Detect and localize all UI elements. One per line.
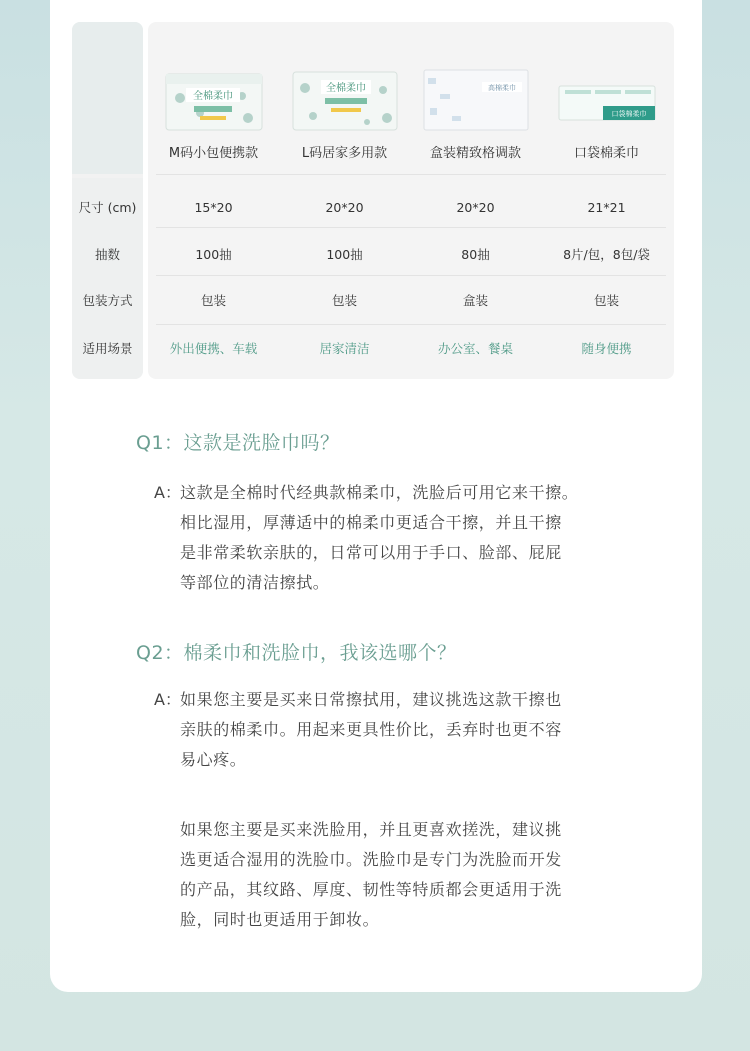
faq-answer — [180, 685, 620, 775]
faq-question: Q1：这款是洗脸巾吗？ — [136, 432, 340, 454]
cell-count: 80抽 — [461, 247, 490, 262]
product-package-image — [422, 68, 529, 132]
cell-packaging: 包装 — [593, 293, 619, 308]
row-label-size: 尺寸 (cm) — [78, 200, 137, 215]
faq-answer-line: 如果您主要是买来日常擦拭用，建议挑选这款干擦也 — [180, 690, 562, 709]
cell-count: 8片/包，8包/袋 — [563, 247, 650, 262]
faq-answer-line: 如果您主要是买来洗脸用，并且更喜欢搓洗，建议挑 — [180, 820, 562, 839]
product-column — [541, 22, 672, 379]
comparison-table — [148, 22, 674, 379]
product-package-image — [291, 68, 398, 132]
faq-answer-line: 脸，同时也更适用于卸妆。 — [180, 910, 380, 929]
cell-size: 20*20 — [325, 200, 364, 215]
cell-scene: 办公室、餐桌 — [437, 341, 513, 356]
cell-scene: 居家清洁 — [319, 341, 370, 356]
row-label-packaging: 包装方式 — [82, 293, 133, 308]
cell-scene: 随身便携 — [581, 341, 632, 356]
product-package-image — [160, 68, 267, 132]
product-column — [410, 22, 541, 379]
faq-answer-line: 的产品，其纹路、厚度、韧性等特质都会更适用于洗 — [180, 880, 562, 899]
faq-answer-line: 易心疼。 — [180, 750, 247, 769]
faq-answer-line: 这款是全棉时代经典款棉柔巾，洗脸后可用它来干擦。 — [180, 483, 579, 502]
faq-question: Q2：棉柔巾和洗脸巾，我该选哪个？ — [136, 642, 457, 664]
cell-count: 100抽 — [326, 247, 363, 262]
cell-packaging: 盒装 — [462, 293, 488, 308]
product-name: 盒装精致格调款 — [429, 146, 521, 161]
cell-size: 21*21 — [587, 200, 626, 215]
cell-size: 20*20 — [456, 200, 495, 215]
cell-scene: 外出便携、车载 — [169, 341, 258, 356]
table-label-column — [72, 22, 143, 379]
svg-text:全棉柔巾: 全棉柔巾 — [193, 91, 233, 102]
cell-packaging: 包装 — [200, 293, 226, 308]
faq-answer-line: 是非常柔软亲肤的，日常可以用于手口、脸部、屁屁 — [180, 543, 562, 562]
row-label-scene: 适用场景 — [82, 341, 133, 356]
faq-answer — [180, 478, 620, 598]
product-column — [148, 22, 279, 379]
product-name: M码小包便携款 — [168, 146, 259, 161]
faq-answer-line: 选更适合湿用的洗脸巾。洗脸巾是专门为洗脸而开发 — [180, 850, 562, 869]
faq-answer-line: 亲肤的棉柔巾。用起来更具性价比，丢弃时也更不容 — [180, 720, 562, 739]
content-card — [50, 0, 702, 992]
cell-size: 15*20 — [194, 200, 233, 215]
faq-answer — [180, 815, 620, 935]
cell-packaging: 包装 — [331, 293, 357, 308]
faq-answer-prefix: A： — [154, 690, 181, 709]
faq-answer-prefix: A： — [154, 483, 181, 502]
svg-text:高棉柔巾: 高棉柔巾 — [488, 84, 516, 92]
svg-text:全棉柔巾: 全棉柔巾 — [326, 83, 366, 94]
product-column — [279, 22, 410, 379]
row-label-count: 抽数 — [94, 247, 120, 262]
product-name: 口袋棉柔巾 — [573, 146, 639, 161]
svg-text:口袋棉柔巾: 口袋棉柔巾 — [611, 110, 647, 118]
faq-answer-line: 等部位的清洁擦拭。 — [180, 573, 330, 592]
product-package-image — [553, 68, 660, 132]
product-name: L码居家多用款 — [301, 146, 388, 161]
faq-answer-line: 相比湿用，厚薄适中的棉柔巾更适合干擦，并且干擦 — [180, 513, 562, 532]
cell-count: 100抽 — [195, 247, 232, 262]
